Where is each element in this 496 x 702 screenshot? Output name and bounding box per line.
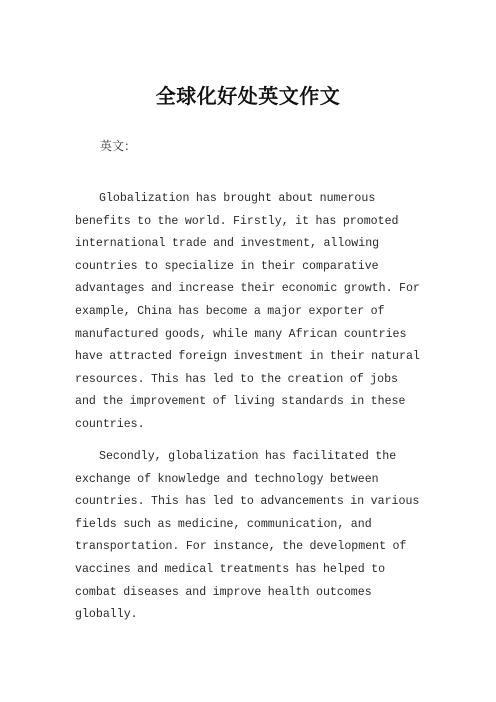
document-title: 全球化好处英文作文 bbox=[155, 84, 341, 108]
paragraph-2: Secondly, globalization has facilitated the exchange of knowledge and technology between countries. This has led to advancements in various fields such as medicine, communication, and transportation. For instance, the development of vaccines and medical treatments has helped to combat diseases and improve health outcomes globally. bbox=[75, 450, 420, 622]
section-label: 英文： bbox=[100, 139, 137, 153]
paragraph-1: Globalization has brought about numerous benefits to the world. Firstly, it has promoted international trade and investment, allowing countries to specialize in their comparative advantages and increase their economic growth. For example, China has become a major exporter of manufactured goods, while many African countries have attracted foreign investment in their natural resources. This has led to the creation of jobs and the improvement of living standards in these countries. bbox=[75, 192, 420, 431]
